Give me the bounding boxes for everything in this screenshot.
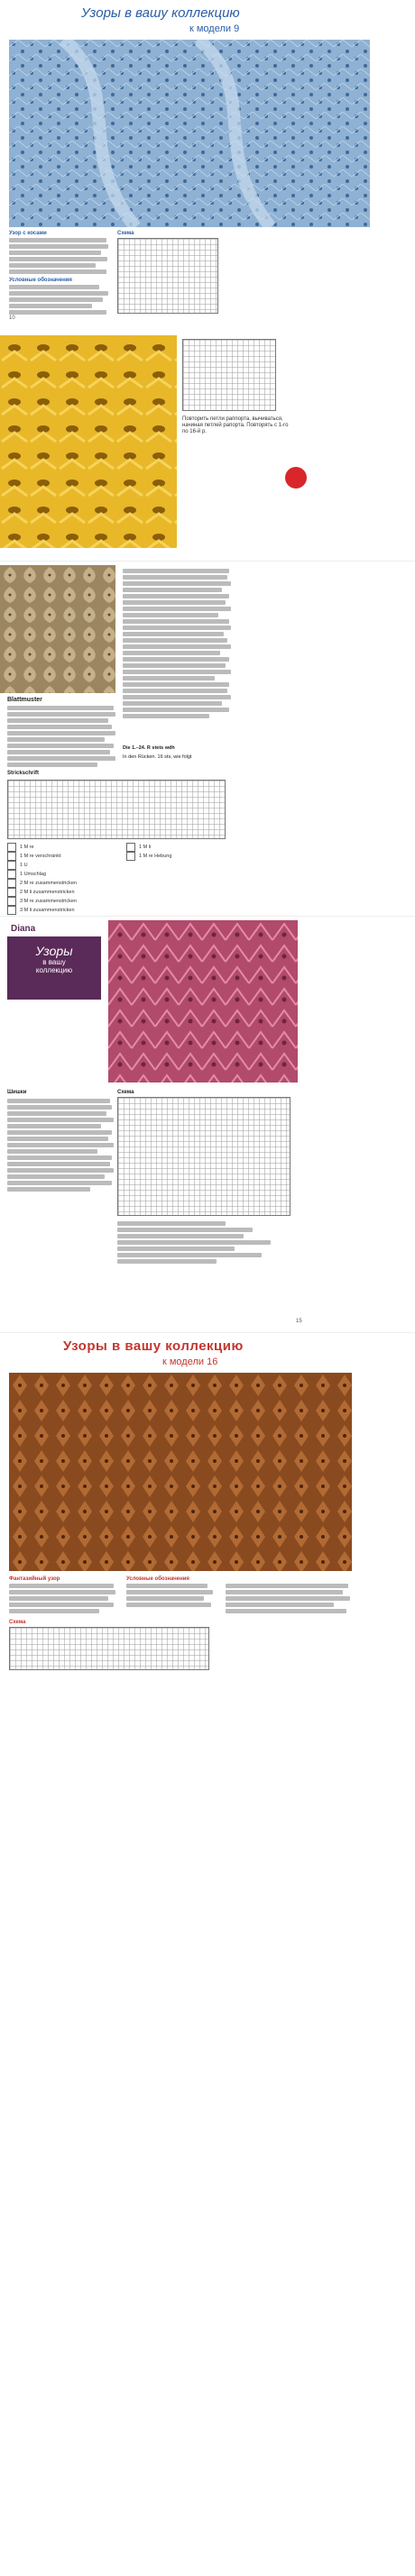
blattmuster-heading: Blattmuster [7, 697, 42, 703]
brown-pattern-photo [9, 1373, 352, 1571]
leaf-texture [0, 565, 115, 693]
legend-item: 1 M li [126, 843, 226, 852]
k2tog-icon [7, 879, 16, 888]
yellow-pattern-photo [0, 335, 177, 548]
section-legend-heading: Условные обозначения [9, 278, 72, 283]
diana-banner [7, 936, 101, 1000]
pink-instructions [7, 1099, 114, 1193]
yarn-over-icon [7, 861, 16, 870]
lift-icon [126, 852, 135, 861]
page-yellow-lace [0, 326, 415, 561]
blattmuster-right-instructions [123, 569, 231, 720]
yellow-lace-texture [0, 335, 177, 548]
page5-title: Узоры в вашу коллекцию [63, 1338, 244, 1354]
section-pattern-heading: Узор с косами [9, 231, 47, 236]
page-number: 10 [9, 315, 15, 321]
page5-legend-heading: Условные обозначения [126, 1576, 189, 1582]
pattern-photo [9, 40, 370, 227]
yellow-caption: Повторить петли раппорта, вычиваться, начиная петлей рапорта. Повторять с 1-го по 16-й р. [182, 416, 289, 434]
page-pattern-16 [0, 1332, 415, 1676]
knit-symbol-icon [7, 843, 16, 852]
pink-section-heading: Шишки [7, 1090, 27, 1095]
page5-pattern-heading: Фантазийный узор [9, 1576, 60, 1582]
blattmuster-left-instructions [7, 706, 117, 769]
scheme-title: Схема [117, 231, 134, 236]
pink-page-number: 15 [296, 1319, 302, 1324]
page5-subtitle: к модели 16 [162, 1357, 218, 1367]
blattmuster-chart [7, 780, 226, 839]
page-subtitle: к модели 9 [189, 23, 240, 34]
legend-item: 1 Umschlag [7, 870, 124, 879]
legend-item: 1 M re verschränkt [7, 852, 124, 861]
pink-scheme-title: Схема [117, 1090, 134, 1095]
page5-right-text [226, 1584, 352, 1615]
strickschrift-heading: Strickschrift [7, 771, 40, 776]
p2tog-icon [7, 888, 16, 897]
legend-item: 3 M li zusammenstricken [7, 906, 124, 915]
magazine-name: Diana [11, 924, 36, 934]
k3tog-icon [7, 897, 16, 906]
blattmuster-photo [0, 565, 115, 693]
banner-line-1: Узоры [35, 944, 73, 958]
banner-line-2: в вашу [42, 958, 66, 966]
page5-instructions [9, 1584, 117, 1615]
legend-item: 1 M re [7, 843, 124, 852]
legend-block [9, 285, 110, 316]
blattmuster-note: Die 1.–24. R stets wdh [123, 745, 175, 751]
legend-item: 2 M re zusammenstricken [7, 879, 124, 888]
yarn-ball-icon [285, 467, 307, 489]
yellow-chart [182, 339, 276, 411]
knitting-chart [117, 238, 218, 314]
blattmuster-legend [7, 843, 124, 915]
umschlag-icon [7, 870, 16, 879]
twisted-knit-icon [7, 852, 16, 861]
legend-item: 3 M re zusammenstricken [7, 897, 124, 906]
purl-icon [126, 843, 135, 852]
cable-lace-texture [9, 40, 370, 227]
legend-item: 1 M re Hebung [126, 852, 226, 861]
legend-item: 2 M li zusammenstricken [7, 888, 124, 897]
blattmuster-legend-right [126, 843, 226, 861]
bottom-blank [0, 1675, 415, 2576]
pink-chart [117, 1097, 290, 1216]
page5-legend [126, 1584, 217, 1609]
legend-item: 1 U [7, 861, 124, 870]
page5-chart [9, 1627, 209, 1670]
page-blattmuster [0, 561, 415, 917]
pink-pattern-photo [108, 920, 298, 1082]
page5-scheme-title: Схема [9, 1620, 26, 1625]
pink-lace-texture [108, 920, 298, 1082]
p3tog-icon [7, 906, 16, 915]
page-pattern-9 [0, 0, 415, 327]
pink-legend [117, 1221, 289, 1265]
page-title: Узоры в вашу коллекцию [81, 5, 240, 21]
pattern-instructions [9, 238, 110, 276]
brown-lace-texture [9, 1373, 352, 1571]
blattmuster-rows-title: In den Rücken. 16 sts, wie folgt [123, 754, 192, 760]
banner-line-3: коллекцию [35, 966, 73, 974]
page-diana-pink [0, 916, 415, 1333]
